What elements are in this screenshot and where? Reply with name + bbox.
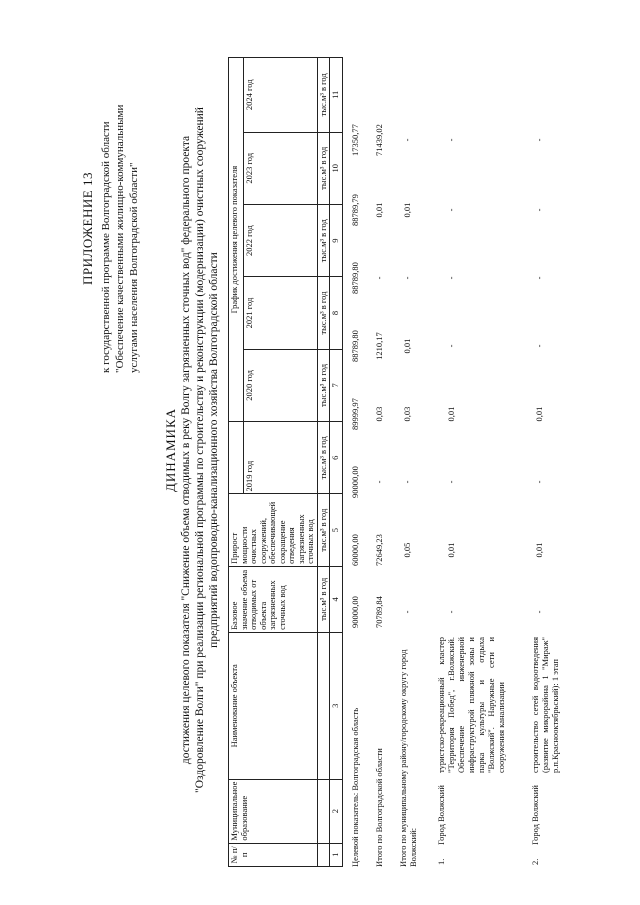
value-cell: 90000,00 [350,466,360,498]
row-label-total-district: Итого по муниципальному району/городскому округу город Волжский: [398,649,418,867]
appendix-title: ПРИЛОЖЕНИЕ 13 [80,172,95,285]
appendix-to-line1: к государственной программе Волгоградской области [100,121,112,373]
header-num: № п/п [229,843,318,866]
value-cell: 72649,23 [374,534,384,566]
value-cell: - [534,480,544,484]
column-number: 5 [330,494,343,566]
value-cell: - [534,610,544,614]
value-cell: 17350,77 [350,124,360,156]
value-cell: 0,01 [446,542,456,558]
row-object: туристско-рекреационный кластер "Территория Побед", г.Волжский. Обеспечение инженерной инфраструктурой пляжной зоны и парка культуры и отдыха "Волжский". Наружные сети и сооружения канализации [436,637,506,773]
value-cell: 88789,79 [350,194,360,226]
value-cell: 0,03 [374,406,384,422]
value-cell: 0,05 [402,542,412,558]
column-number: 6 [330,422,343,494]
row-label-total-region: Итого по Волгоградской области [374,748,384,867]
value-cell: 60000,00 [350,534,360,566]
value-cell: 88789,80 [350,330,360,362]
column-number: 2 [330,779,343,843]
value-cell: - [446,610,456,614]
header-year-2022: 2022 год [243,204,317,276]
unit-cell: тыс.м³ в год [317,204,330,276]
column-number: 3 [330,632,343,779]
value-cell: - [446,344,456,348]
row-municipality: Город Волжский [436,785,446,845]
value-cell: - [446,276,456,280]
header-object: Наименование объекта [229,632,318,779]
value-cell: - [534,276,544,280]
appendix-to-line2: "Обеспечение качественными жилищно-коммунальными [114,104,126,373]
row-object: строительство сетей водоотведения (развитие микрорайона 1 "Мираж" р.п.Краснооктябрьский): 1 этап [530,637,560,773]
value-cell: 71439,02 [374,124,384,156]
header-year-2024: 2024 год [243,58,317,133]
value-cell: 70789,84 [374,596,384,628]
unit-cell: тыс.м³ в год [317,566,330,632]
row-municipality: Город Волжский [530,785,540,845]
header-base: Базовое значение объема отводимых от объекта загрязненных сточных вод [229,566,318,632]
unit-cell: тыс.м³ в год [317,132,330,204]
unit-cell: тыс.м³ в год [317,494,330,566]
value-cell: 0,03 [402,406,412,422]
column-number: 8 [330,277,343,349]
column-number: 9 [330,204,343,276]
value-cell: - [446,138,456,142]
header-year-2021: 2021 год [243,277,317,349]
value-cell: 90000,00 [350,596,360,628]
value-cell: - [374,480,384,484]
value-cell: - [402,610,412,614]
value-cell: 0,01 [446,406,456,422]
unit-cell: тыс.м³ в год [317,277,330,349]
column-number: 11 [330,58,343,133]
value-cell: 88789,80 [350,262,360,294]
description-line2: "Оздоровление Волги" при реализации региональной программы по строительству и реконструкции (модернизации) очистных сооружений [194,107,206,793]
value-cell: 0,01 [534,406,544,422]
value-cell: - [402,276,412,280]
value-cell: - [374,276,384,280]
header-schedule: График достижения целевого показателя [229,58,244,422]
row-label-target: Целевой показатель: Волгоградская область [350,707,360,867]
row-number: 1. [436,858,446,865]
unit-cell: тыс.м³ в год [317,422,330,494]
value-cell: - [534,344,544,348]
header-growth: Прирост мощности очистных сооружений, обеспечивающей сокращение отведения загрязненных сточных вод [229,494,318,566]
value-cell: 0,01 [534,542,544,558]
value-cell: - [446,480,456,484]
value-cell: - [534,138,544,142]
value-cell: 0,01 [402,202,412,218]
value-cell: - [402,138,412,142]
document-heading: ДИНАМИКА [163,407,178,493]
appendix-to-line3: услугами населения Волгоградской области" [128,162,140,373]
targets-table-header [228,57,343,867]
description-line3: предприятий водопроводно-канализационного хозяйства Волгоградской области [208,252,220,648]
value-cell: - [534,208,544,212]
unit-cell: тыс.м³ в год [317,349,330,421]
header-municipality: Муниципальное образование [229,779,318,843]
value-cell: 1210,17 [374,332,384,360]
value-cell: - [402,480,412,484]
column-number: 4 [330,566,343,632]
header-year-2020: 2020 год [243,349,317,421]
unit-cell: тыс.м³ в год [317,58,330,133]
value-cell: 0,01 [402,338,412,354]
value-cell: 0,01 [374,202,384,218]
header-year-2023: 2023 год [243,132,317,204]
row-number: 2. [530,858,540,865]
description-line1: достижения целевого показателя "Снижение объема отводимых в реку Волгу загрязненных сточных вод" федерального проекта [180,135,192,765]
header-year-2019: 2019 год [243,422,317,494]
value-cell: - [446,208,456,212]
column-number: 7 [330,349,343,421]
column-number: 1 [330,843,343,866]
column-number: 10 [330,132,343,204]
value-cell: 89999,97 [350,398,360,430]
